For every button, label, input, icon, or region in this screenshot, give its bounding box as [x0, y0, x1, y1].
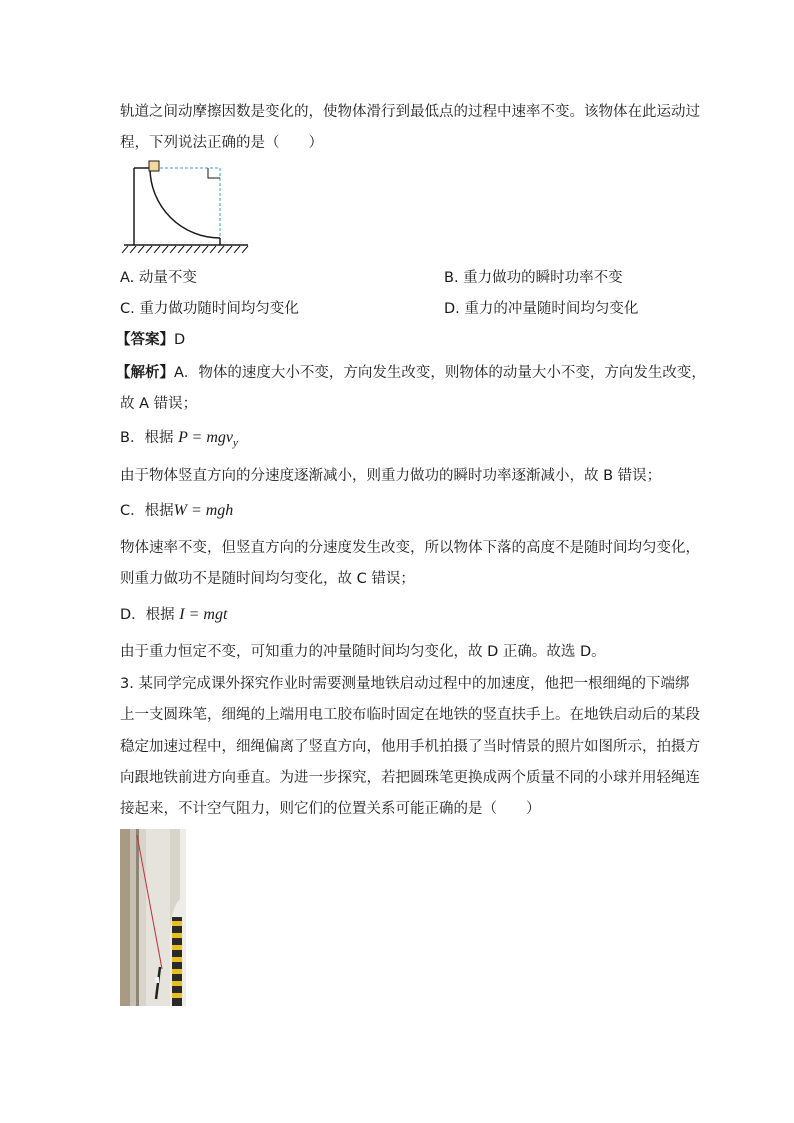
analysis-d-label: D．根据	[120, 607, 180, 623]
formula-power: P = mgv	[178, 429, 233, 446]
question-3-line: 3. 某同学完成课外探究作业时需要测量地铁启动过程中的加速度，他把一根细绳的下端绑	[120, 676, 690, 692]
formula-work: W = mgh	[173, 502, 234, 519]
analysis-c-label: C．根据	[120, 503, 174, 519]
analysis-b-label: B．根据	[120, 430, 179, 446]
option-b: B. 重力做功的瞬时功率不变	[444, 270, 623, 286]
analysis-line	[116, 363, 706, 383]
question-3-line: 接起来，不计空气阻力，则它们的位置关系可能正确的是（ ）	[120, 801, 541, 817]
option-c: C. 重力做功随时间均匀变化	[120, 301, 299, 317]
track-diagram	[120, 160, 250, 260]
option-d: D. 重力的冲量随时间均匀变化	[444, 301, 639, 317]
question-3-line: 稳定加速过程中，细绳偏离了竖直方向，他用手机拍摄了当时情景的照片如图所示，拍摄方	[120, 739, 700, 755]
formula-impulse: I = mgt	[179, 606, 228, 623]
question-3-line: 向跟地铁前进方向垂直。为进一步探究，若把圆珠笔更换成两个质量不同的小球并用轻绳连	[120, 770, 700, 786]
analysis-line: 由于重力恒定不变，可知重力的冲量随时间均匀变化，故 D 正确。故选 D。	[120, 644, 606, 660]
analysis-b	[120, 428, 238, 449]
answer-value: D	[174, 332, 186, 348]
answer-line	[116, 330, 185, 350]
analysis-line: 物体速率不变，但竖直方向的分速度发生改变，所以物体下落的高度不是随时间均匀变化，	[120, 540, 700, 556]
answer-tag: 【答案】	[116, 332, 174, 348]
analysis-line: 则重力做功不是随时间均匀变化，故 C 错误；	[120, 571, 415, 587]
analysis-d	[120, 605, 227, 625]
subway-photo	[120, 829, 186, 1006]
question-text-line: 轨道之间动摩擦因数是变化的，使物体滑行到最低点的过程中速率不变。该物体在此运动过	[120, 104, 700, 120]
question-3-line: 上一支圆珠笔，细绳的上端用电工胶布临时固定在地铁的竖直扶手上。在地铁启动后的某段	[120, 707, 700, 723]
analysis-line: 由于物体竖直方向的分速度逐渐减小，则重力做功的瞬时功率逐渐减小，故 B 错误；	[120, 468, 662, 484]
analysis-line: 故 A 错误；	[120, 396, 198, 412]
question-text-line: 程，下列说法正确的是（ ）	[120, 135, 323, 151]
analysis-a: A．物体的速度大小不变，方向发生改变，则物体的动量大小不变，方向发生改变，	[174, 365, 706, 381]
formula-subscript: y	[233, 437, 238, 449]
analysis-c	[120, 501, 233, 521]
analysis-tag: 【解析】	[116, 365, 174, 381]
option-a: A. 动量不变	[120, 270, 197, 286]
